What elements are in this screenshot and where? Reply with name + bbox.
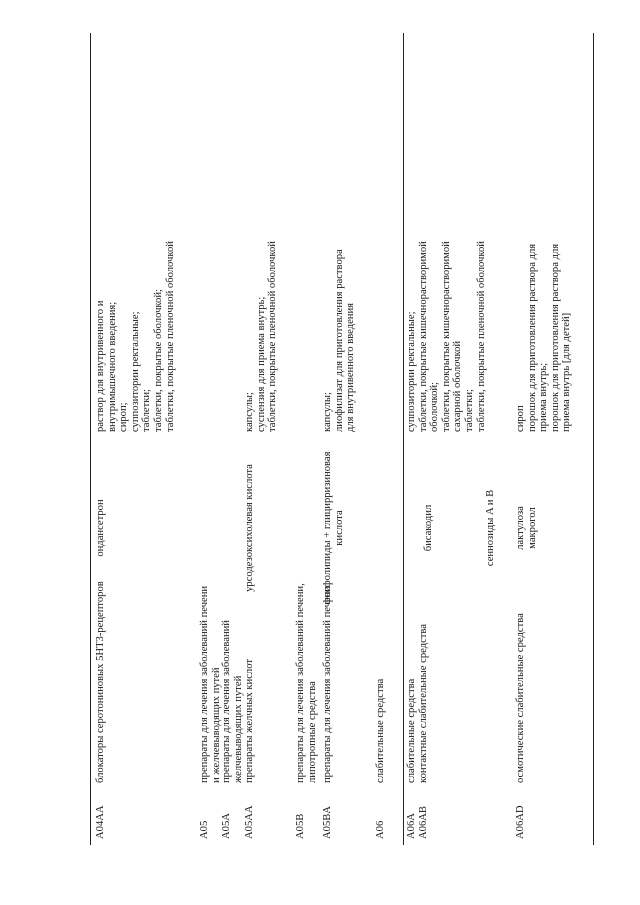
table-cell-code: A05B — [295, 813, 306, 839]
table-cell-drug: урсодезоксихолевая кислота — [244, 464, 255, 592]
table-cell-drug: сеннозиды A и B — [485, 489, 496, 567]
rotated-document-page — [90, 33, 593, 845]
table-cell-atx-group: осмотические слабительные средства — [515, 613, 526, 783]
table-cell-drug: бисакодил — [423, 504, 434, 552]
table-cell-drug: лактулоза макрогол — [515, 506, 538, 550]
table-cell-code: A05A — [221, 813, 232, 839]
table-cell-dosage-forms: капсулы; лиофилизат для приготовления раствора для внутривенного введения — [322, 249, 357, 432]
table-cell-atx-group: препараты желчных кислот — [244, 659, 255, 783]
table-cell-drug: фосфолипиды + глицирризиновая кислота — [322, 451, 345, 605]
table-cell-code: A06A — [406, 813, 417, 839]
table-cell-atx-group: препараты для лечения заболеваний печени, липотропные средства — [295, 583, 318, 783]
table-top-border — [90, 33, 91, 845]
table-bottom-border — [593, 33, 594, 845]
table-cell-atx-group: препараты для лечения заболеваний печени и желчевыводящих путей — [199, 585, 222, 783]
table-cell-dosage-forms: сироп порошок для приготовления раствора для приема внутрь; порошок для приготовления раствора для приема внутрь [для детей] — [515, 243, 573, 432]
table-cell-dosage-forms: суппозитории ректальные; таблетки, покрытые кишечнорастворимой оболочкой; таблетки, покрытые кишечнорастворимой сахарной оболочкой — [406, 241, 464, 432]
table-cell-atx-group: препараты для лечения заболеваний печени — [322, 585, 333, 783]
section-divider — [403, 33, 404, 845]
table-cell-code: A05 — [199, 820, 210, 839]
table-cell-dosage-forms: капсулы; суспензия для приема внутрь; таблетки, покрытые пленочной оболочкой — [244, 241, 279, 432]
table-cell-atx-group: препараты для лечения заболеваний желчевыводящих путей — [221, 620, 244, 783]
table-cell-code: A06 — [375, 820, 386, 839]
table-cell-atx-group: слабительные средства — [406, 678, 417, 783]
table-cell-code: A05BA — [322, 806, 333, 839]
table-cell-code: A06AB — [418, 806, 429, 839]
table-cell-dosage-forms: таблетки; таблетки, покрытые пленочной оболочкой — [464, 241, 487, 432]
table-cell-atx-group: блокаторы серотониновых 5HT3-рецепторов — [95, 581, 106, 783]
table-cell-code: A05AA — [244, 805, 255, 839]
table-cell-code: A04AA — [95, 805, 106, 839]
table-cell-code: A06AD — [515, 805, 526, 839]
table-cell-atx-group: слабительные средства — [375, 678, 386, 783]
table-cell-atx-group: контактные слабительные средства — [418, 624, 429, 783]
table-cell-dosage-forms: раствор для внутривенного и внутримышечного введения; сироп; суппозитории ректальные; таблетки; таблетки, покрытые оболочкой; таблетки, покрытые пленочной оболочкой — [95, 241, 176, 432]
table-cell-drug: ондансетрон — [95, 499, 106, 557]
